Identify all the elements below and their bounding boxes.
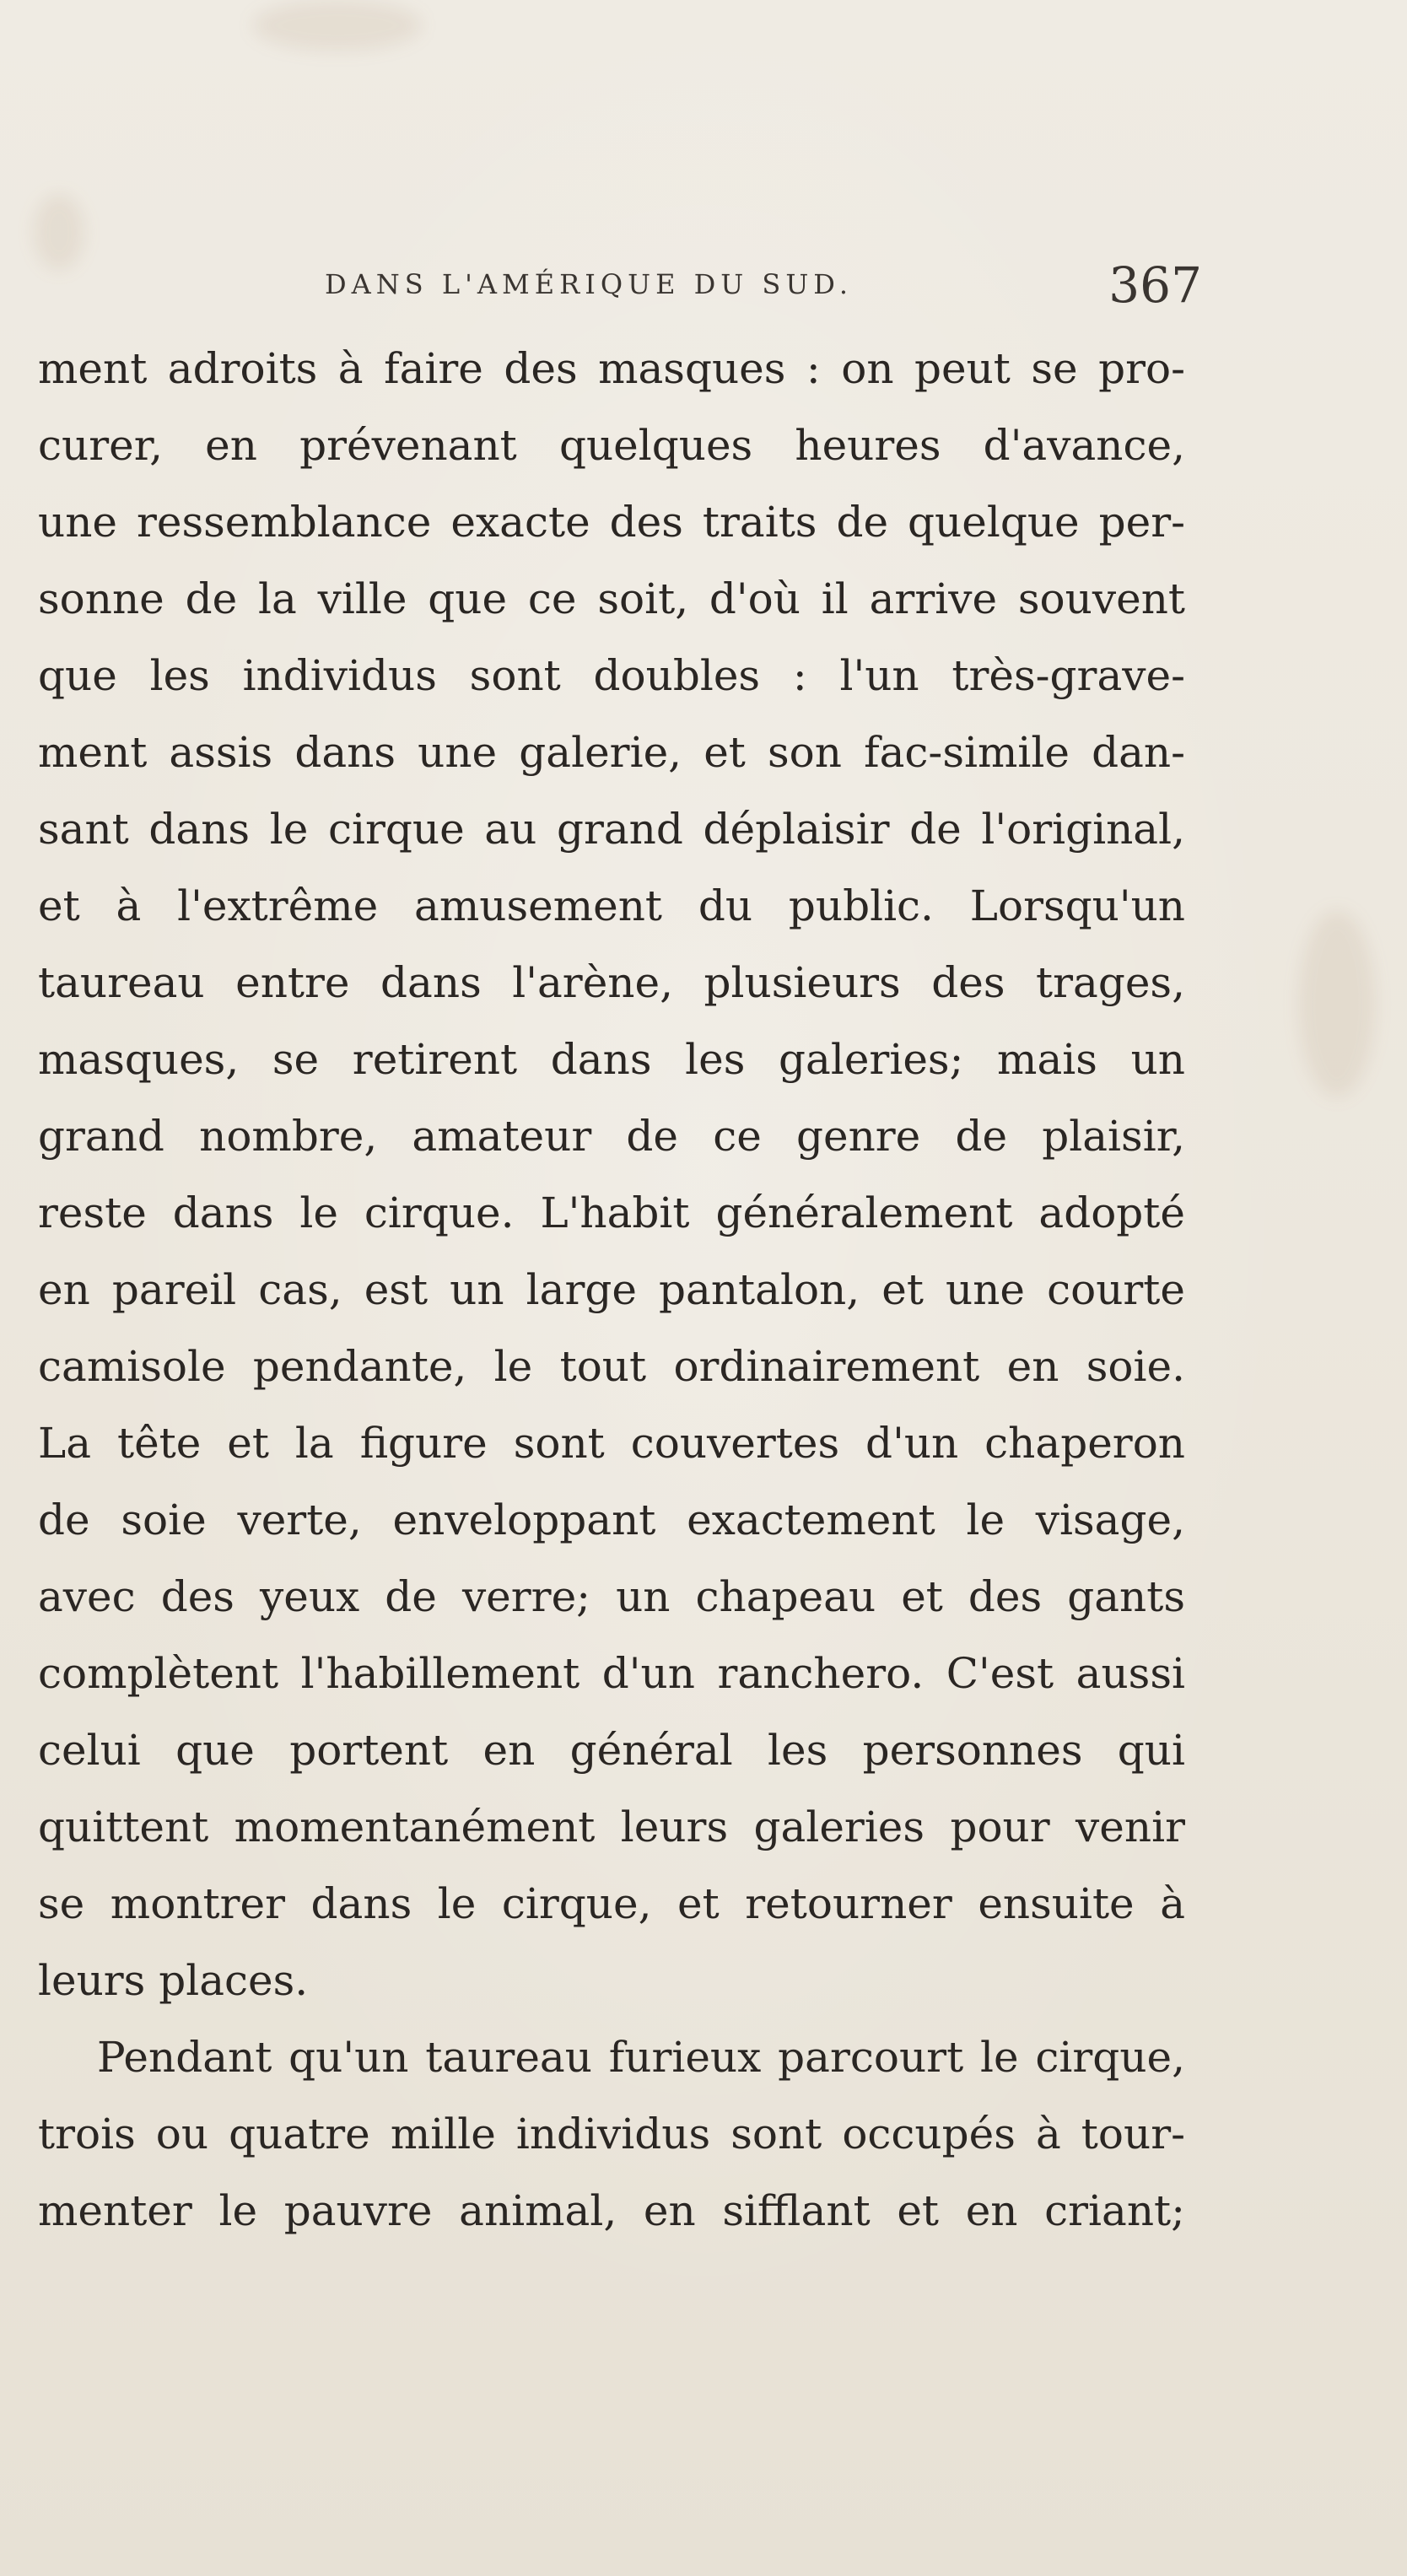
text-line: curer, en prévenant quelques heures d'avance,	[38, 421, 1185, 470]
text-line: La tête et la figure sont couvertes d'un chaperon	[38, 1419, 1185, 1468]
text-line: celui que portent en général les personnes qui	[38, 1726, 1185, 1775]
body-text	[38, 331, 1185, 2250]
text-line: quittent momentanément leurs galeries pour venir	[38, 1803, 1185, 1851]
paper-stain	[34, 194, 84, 270]
text-line: taureau entre dans l'arène, plusieurs des trages,	[38, 958, 1185, 1007]
text-line: masques, se retirent dans les galeries; mais un	[38, 1035, 1185, 1084]
text-line: complètent l'habillement d'un ranchero. C'est aussi	[38, 1649, 1185, 1698]
text-line: grand nombre, amateur de ce genre de plaisir,	[38, 1112, 1185, 1161]
text-line: sonne de la ville que ce soit, d'où il arrive souvent	[38, 574, 1185, 623]
running-head: DANS L'AMÉRIQUE DU SUD.	[325, 268, 853, 300]
text-line: camisole pendante, le tout ordinairement en soie.	[38, 1342, 1185, 1391]
text-line: ment adroits à faire des masques : on peut se pro-	[38, 344, 1185, 393]
text-line: en pareil cas, est un large pantalon, et une courte	[38, 1265, 1185, 1314]
text-line: de soie verte, enveloppant exactement le visage,	[38, 1495, 1185, 1544]
text-line: une ressemblance exacte des traits de quelque per-	[38, 498, 1185, 547]
text-line: sant dans le cirque au grand déplaisir de l'original,	[38, 805, 1185, 854]
text-line: se montrer dans le cirque, et retourner ensuite à	[38, 1879, 1185, 1928]
paper-stain	[253, 0, 422, 51]
text-line: que les individus sont doubles : l'un très-grave-	[38, 651, 1185, 700]
page-number: 367	[1108, 256, 1202, 314]
page-header	[316, 253, 1210, 321]
text-line: reste dans le cirque. L'habit généralement adopté	[38, 1188, 1185, 1237]
text-line: leurs places.	[38, 1956, 309, 2005]
text-line: Pendant qu'un taureau furieux parcourt le cirque,	[97, 2033, 1185, 2082]
text-line: menter le pauvre animal, en sifflant et en criant;	[38, 2186, 1185, 2235]
text-line: trois ou quatre mille individus sont occupés à tour-	[38, 2110, 1185, 2158]
text-line: avec des yeux de verre; un chapeau et des gants	[38, 1572, 1185, 1621]
text-line: ment assis dans une galerie, et son fac-simile dan-	[38, 728, 1185, 777]
text-line: et à l'extrême amusement du public. Lorsqu'un	[38, 881, 1185, 930]
paper-stain	[1299, 911, 1375, 1097]
